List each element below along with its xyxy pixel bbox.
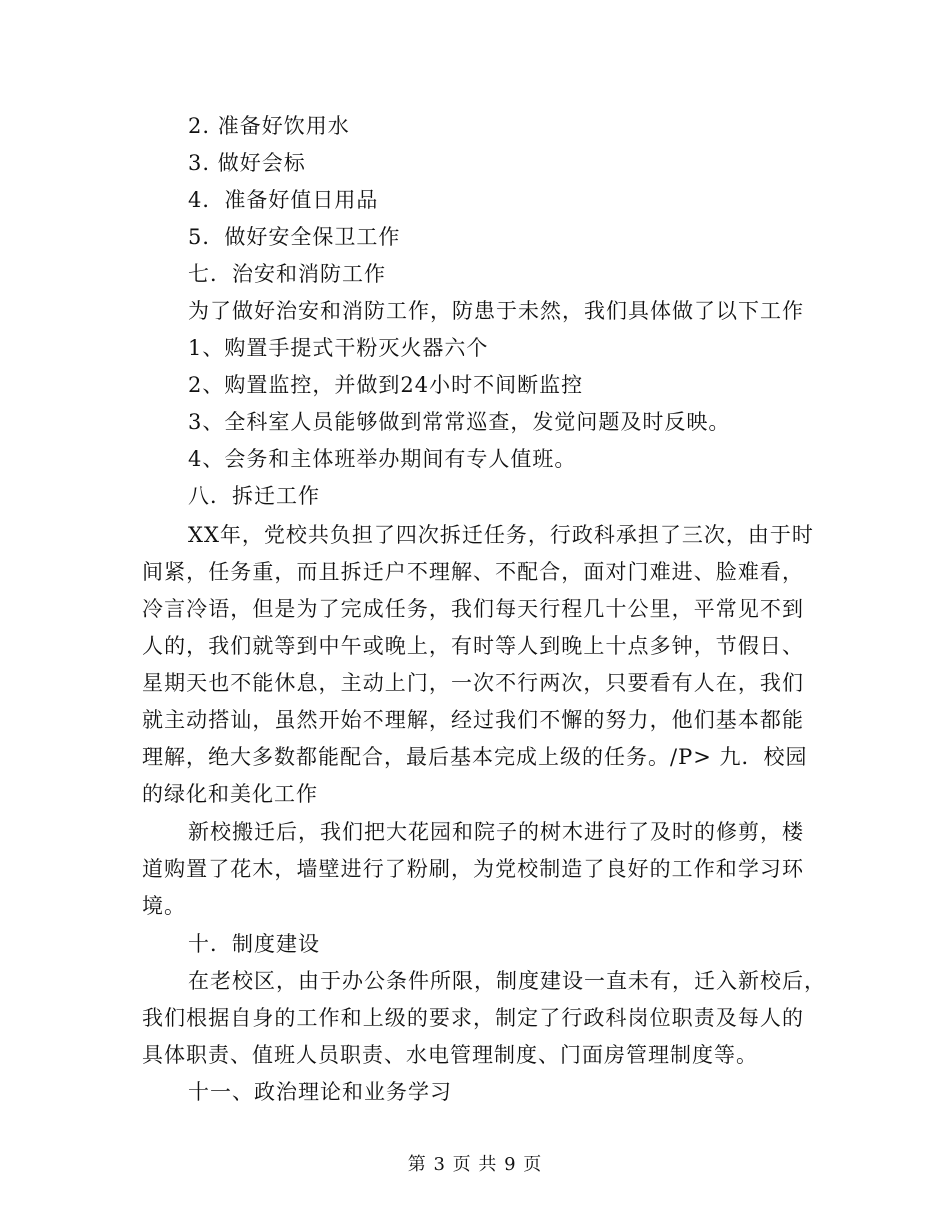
paragraph-line: 冷言冷语，但是为了完成任务，我们每天行程几十公里，平常见不到 (142, 597, 804, 621)
page-number-footer: 第 3 页 共 9 页 (407, 1154, 543, 1175)
paragraph-line: 境。 (142, 894, 186, 918)
paragraph-line: 为了做好治安和消防工作，防患于未然，我们具体做了以下工作 (188, 299, 804, 323)
paragraph-line: 就主动搭讪，虽然开始不理解，经过我们不懈的努力，他们基本都能 (142, 708, 804, 732)
paragraph-line: 的绿化和美化工作 (142, 782, 318, 806)
paragraph-line: 新校搬迁后，我们把大花园和院子的树木进行了及时的修剪，楼 (188, 820, 804, 844)
paragraph-line: 星期天也不能休息，主动上门，一次不行两次，只要看有人在，我们 (142, 671, 804, 695)
paragraph-line: 间紧，任务重，而且拆迁户不理解、不配合，面对门难进、脸难看， (142, 560, 804, 584)
paragraph-line: 理解，绝大多数都能配合，最后基本完成上级的任务。/P> 九．校园 (142, 745, 808, 769)
paragraph-line: 道购置了花木，墙壁进行了粉刷，为党校制造了良好的工作和学习环 (142, 857, 804, 881)
section-heading: 八．拆迁工作 (188, 484, 320, 508)
list-item: 2、购置监控，并做到24小时不间断监控 (188, 373, 584, 397)
paragraph-line: XX年，党校共负担了四次拆迁任务，行政科承担了三次，由于时 (188, 523, 814, 547)
list-item: 4．准备好值日用品 (188, 188, 379, 212)
paragraph-line: 具体职责、值班人员职责、水电管理制度、门面房管理制度等。 (142, 1043, 758, 1067)
section-heading: 十一、政治理论和业务学习 (188, 1080, 452, 1104)
list-item: 2. 准备好饮用水 (188, 114, 350, 138)
list-item: 1、购置手提式干粉灭火器六个 (188, 336, 489, 360)
list-item: 5．做好安全保卫工作 (188, 225, 401, 249)
list-item: 3. 做好会标 (188, 151, 306, 175)
section-heading: 十．制度建设 (188, 932, 320, 956)
paragraph-line: 我们根据自身的工作和上级的要求，制定了行政科岗位职责及每人的 (142, 1006, 804, 1030)
paragraph-line: 人的，我们就等到中午或晚上，有时等人到晚上十点多钟，节假日、 (142, 634, 804, 658)
section-heading: 七．治安和消防工作 (188, 262, 386, 286)
list-item: 4、会务和主体班举办期间有专人值班。 (188, 447, 577, 471)
list-item: 3、全科室人员能够做到常常巡查，发觉问题及时反映。 (188, 410, 731, 434)
paragraph-line: 在老校区，由于办公条件所限，制度建设一直未有，迁入新校后， (188, 969, 826, 993)
